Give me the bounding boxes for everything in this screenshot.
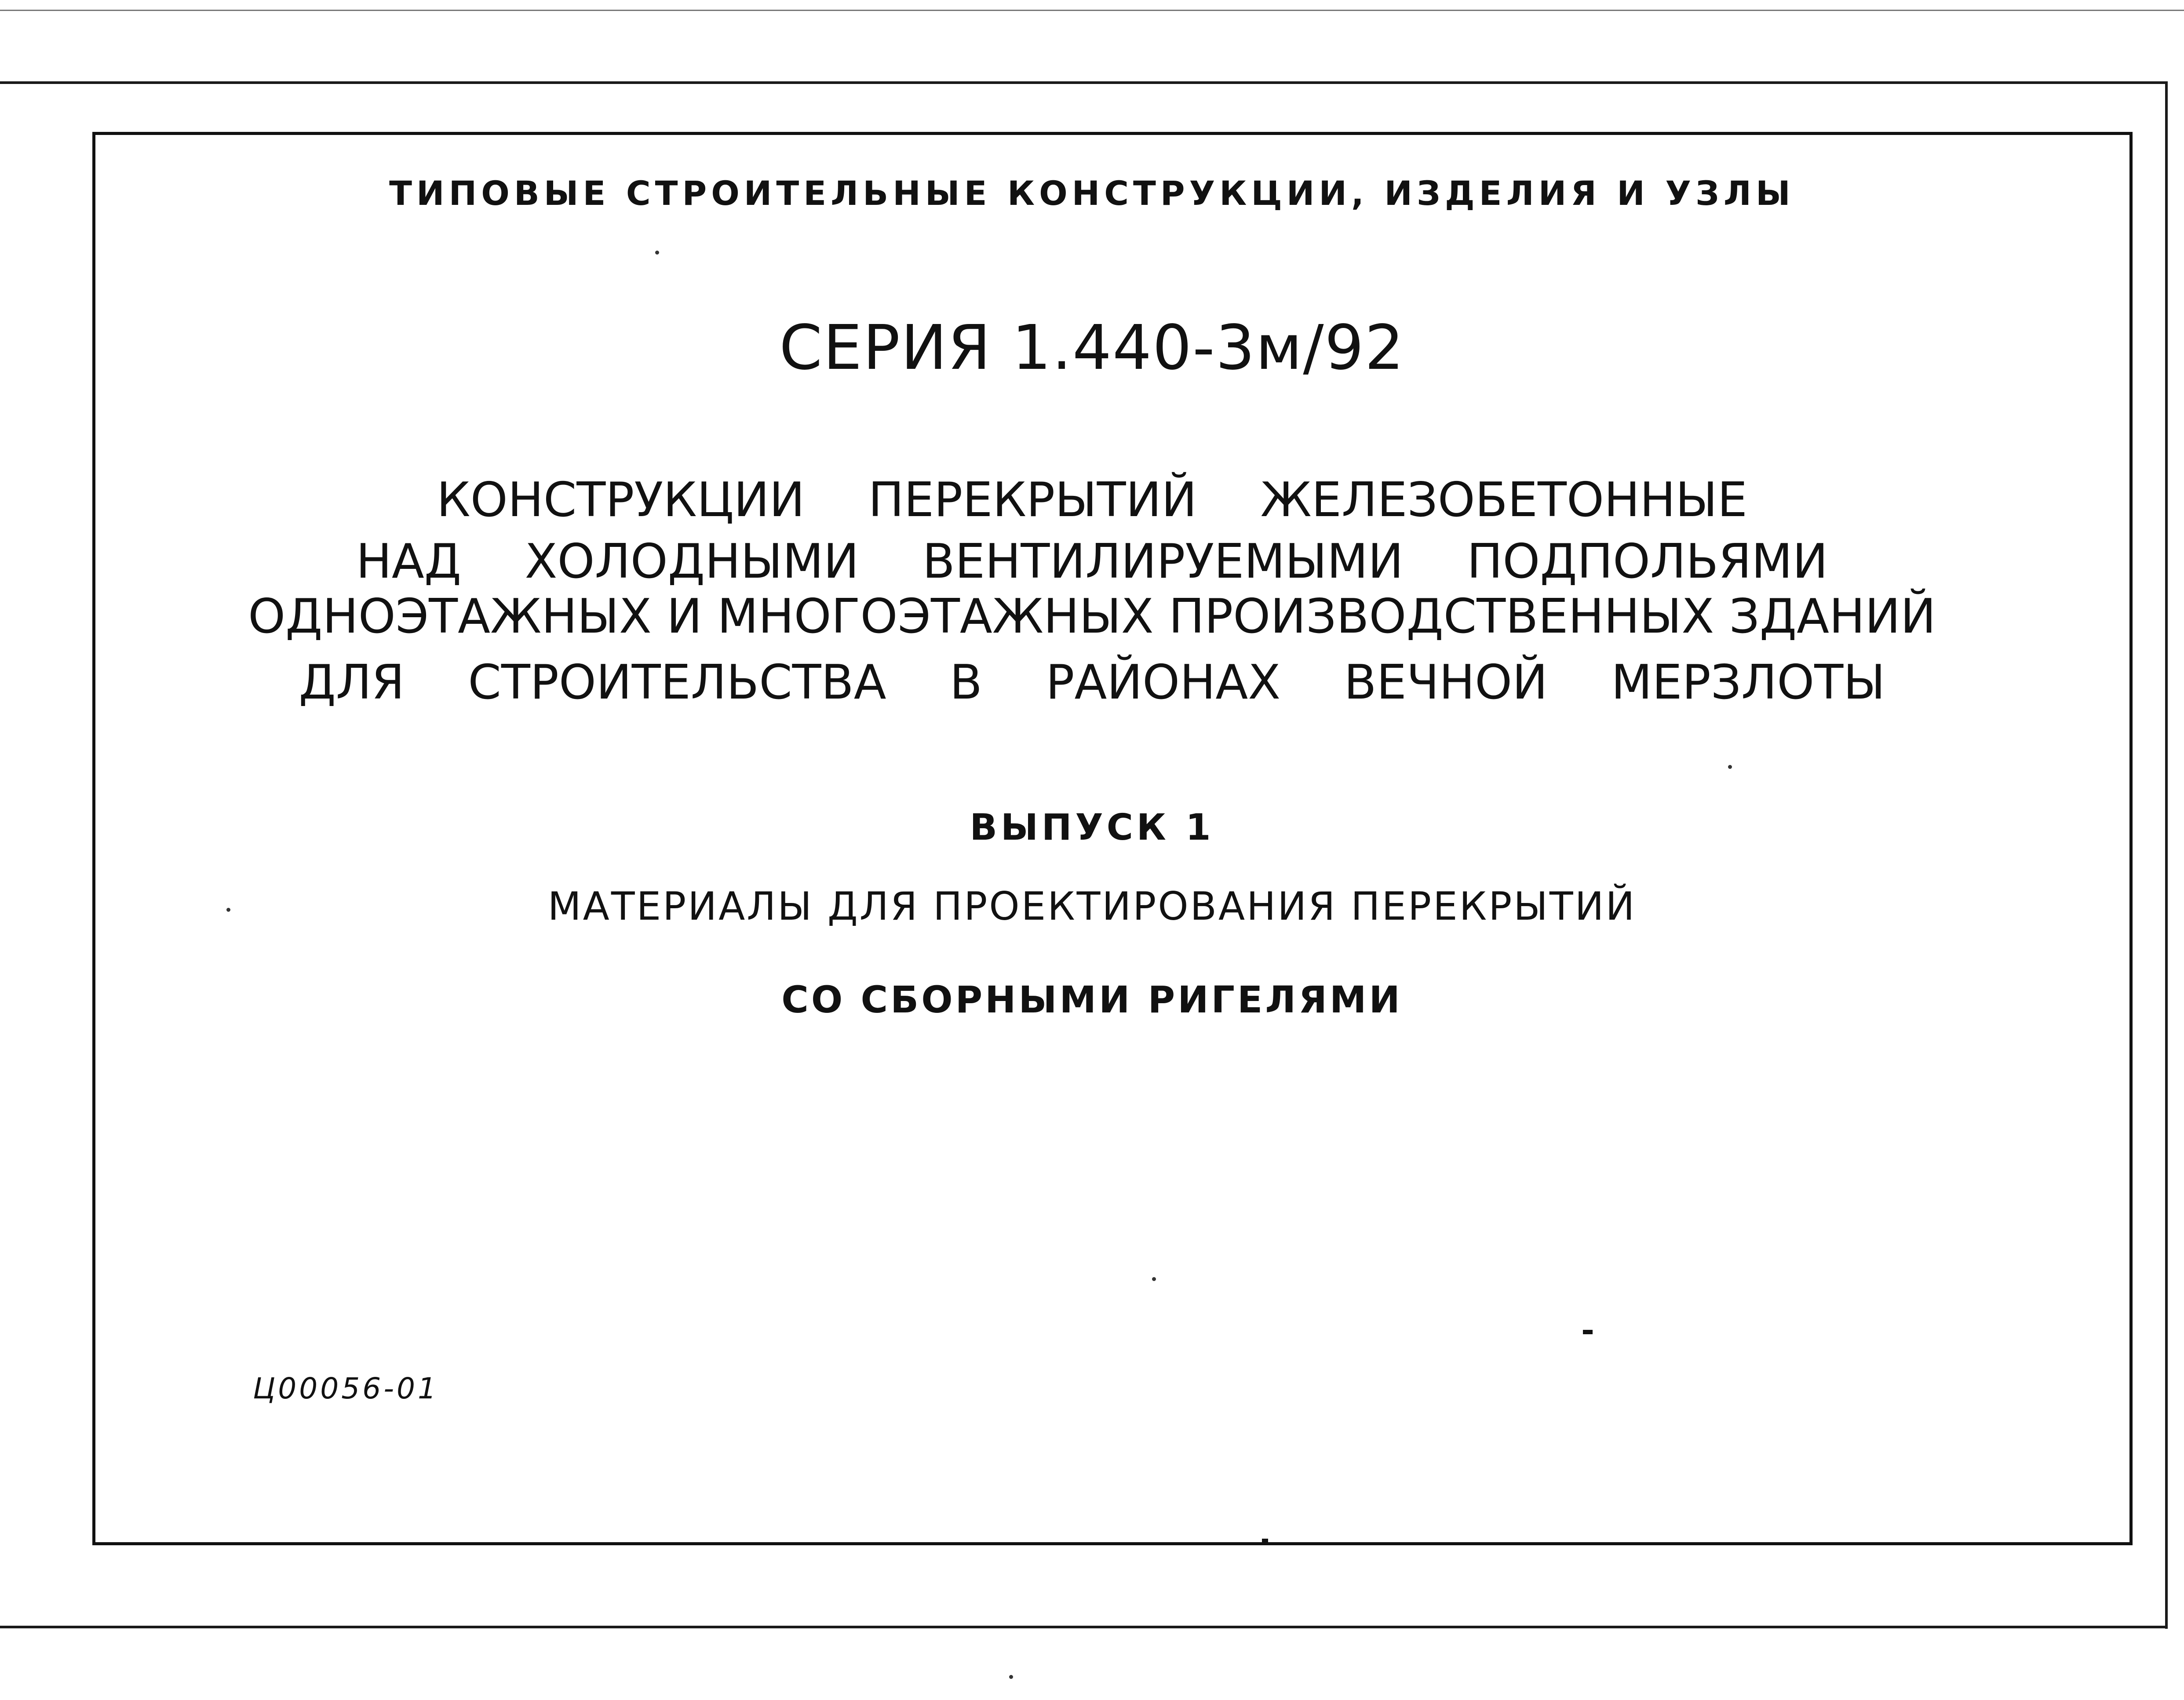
scan-speck (655, 251, 659, 255)
scan-speck (1152, 1277, 1156, 1281)
subtitle-line-2: СО СБОРНЫМИ РИГЕЛЯМИ (781, 978, 1403, 1021)
scan-speck (1728, 765, 1732, 769)
title-line-2: НАД ХОЛОДНЫМИ ВЕНТИЛИРУЕМЫМИ ПОДПОЛЬЯМИ (356, 534, 1828, 589)
scan-top-edge (0, 10, 2184, 11)
document-code: Ц00056-01 (253, 1372, 439, 1405)
scan-mark (1583, 1330, 1593, 1334)
outer-frame-top (0, 81, 2168, 84)
scan-mark (1262, 1539, 1268, 1545)
outer-frame-bottom (0, 1626, 2168, 1628)
title-line-3: ОДНОЭТАЖНЫХ И МНОГОЭТАЖНЫХ ПРОИЗВОДСТВЕННЫХ ЗДАНИЙ (248, 589, 1936, 644)
scan-speck (226, 908, 230, 912)
issue-number: ВЫПУСК 1 (970, 807, 1214, 848)
sheet-header: ТИПОВЫЕ СТРОИТЕЛЬНЫЕ КОНСТРУКЦИИ, ИЗДЕЛИЯ И УЗЛЫ (389, 174, 1795, 213)
series-number: СЕРИЯ 1.440-3м/92 (779, 312, 1405, 384)
subtitle-line-1: МАТЕРИАЛЫ ДЛЯ ПРОЕКТИРОВАНИЯ ПЕРЕКРЫТИЙ (547, 884, 1637, 929)
title-line-1: КОНСТРУКЦИИ ПЕРЕКРЫТИЙ ЖЕЛЕЗОБЕТОННЫЕ (437, 473, 1747, 528)
scan-speck (1009, 1675, 1013, 1679)
title-line-4: ДЛЯ СТРОИТЕЛЬСТВА В РАЙОНАХ ВЕЧНОЙ МЕРЗЛОТЫ (299, 655, 1885, 710)
